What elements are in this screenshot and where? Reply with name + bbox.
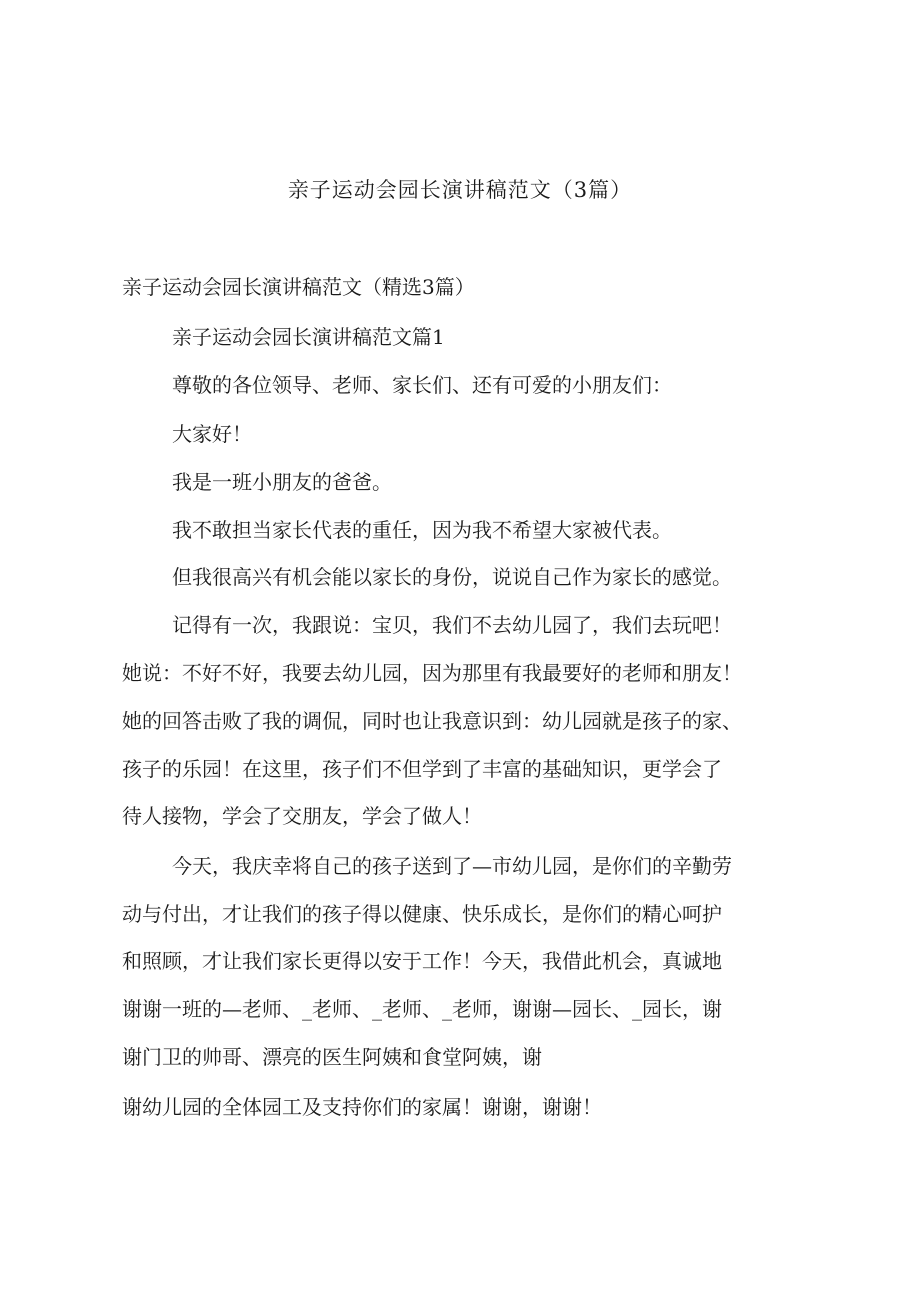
salutation-line: 尊敬的各位领导、老师、家长们、还有可爱的小朋友们： <box>172 373 672 397</box>
paragraph-line: 动与付出，才让我们的孩子得以健康、快乐成长，是你们的精心呵护 <box>122 902 722 926</box>
paragraph-line: 她说：不好不好，我要去幼儿园，因为那里有我最要好的老师和朋友！ <box>122 661 742 685</box>
paragraph-line: 孩子的乐园！在这里，孩子们不但学到了丰富的基础知识，更学会了 <box>122 757 722 781</box>
paragraph-line: 但我很高兴有机会能以家长的身份，说说自己作为家长的感觉。 <box>172 565 732 589</box>
paragraph-line: 谢幼儿园的全体园工及支持你们的家属！谢谢，谢谢！ <box>122 1095 602 1119</box>
document-title: 亲子运动会园长演讲稿范文（3篇） <box>287 178 633 202</box>
paragraph-line: 她的回答击败了我的调侃，同时也让我意识到：幼儿园就是孩子的家、 <box>122 709 742 733</box>
paragraph-line: 今天，我庆幸将自己的孩子送到了—市幼儿园，是你们的辛勤劳 <box>172 854 732 878</box>
greeting-line: 大家好！ <box>172 422 252 446</box>
subtitle-line: 亲子运动会园长演讲稿范文（精选3篇） <box>122 275 475 299</box>
paragraph-line: 我是一班小朋友的爸爸。 <box>172 470 392 494</box>
paragraph-line: 记得有一次，我跟说：宝贝，我们不去幼儿园了，我们去玩吧！ <box>172 613 732 637</box>
paragraph-line: 和照顾，才让我们家长更得以安于工作！今天，我借此机会，真诚地 <box>122 949 722 973</box>
section-heading: 亲子运动会园长演讲稿范文篇1 <box>172 325 445 349</box>
paragraph-line: 谢门卫的帅哥、漂亮的医生阿姨和食堂阿姨，谢 <box>122 1045 542 1069</box>
paragraph-line: 待人接物，学会了交朋友，学会了做人！ <box>122 804 482 828</box>
paragraph-line: 谢谢一班的—老师、_老师、_老师、_老师，谢谢—园长、_园长，谢 <box>122 997 722 1021</box>
paragraph-line: 我不敢担当家长代表的重任，因为我不希望大家被代表。 <box>172 518 672 542</box>
